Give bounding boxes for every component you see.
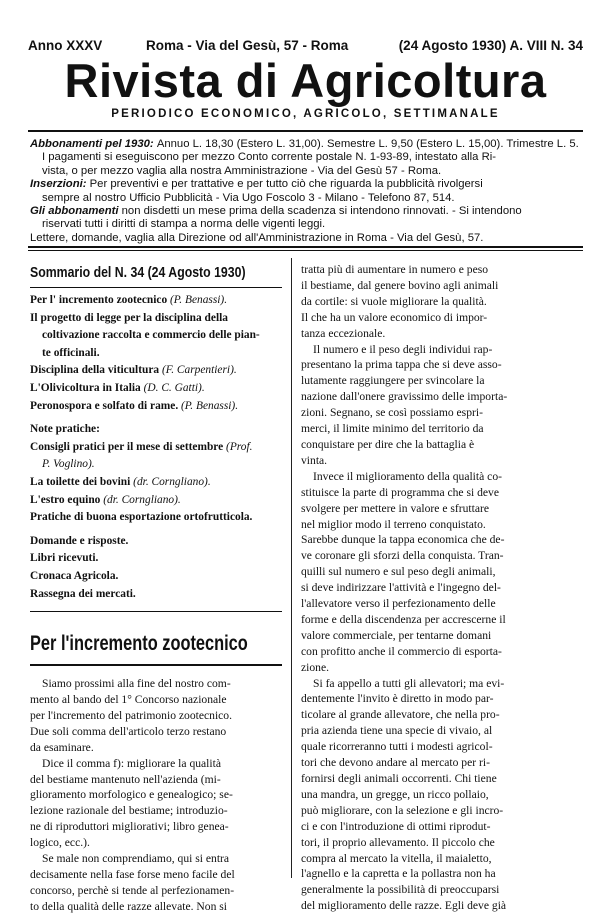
notice-line [30, 218, 582, 231]
text-line: fornirsi degli animali occorrenti. Chi tiene [301, 772, 497, 785]
text-line: valore commerciale, per tentarne domani [301, 628, 492, 642]
notice-text: riservati tutti i diritti di stampa a norma delle vigenti leggi. [42, 218, 326, 231]
notice-text: Annuo L. 18,30 (Estero L. 31,00). Semestre L. 9,50 (Estero L. 15,00). Trimestre L. 5. [156, 138, 579, 150]
text-line: ticolare al grande allevatore, che nella pro- [301, 708, 500, 722]
text-line: Due soli comma dell'articolo terzo restano [30, 724, 227, 738]
notice-text: sempre al nostro Ufficio Pubblicità - Via Ugo Foscolo 3 - Milano - Telefono 87, 514. [42, 191, 455, 204]
notice-text: Lettere, domande, vaglia alla Direzione od all'Amministrazione in Roma - Via del Gesù, 57. [30, 231, 484, 244]
summary-rubrics [30, 533, 282, 603]
notice-line [30, 151, 582, 164]
article-text-right [301, 262, 561, 914]
address: Roma - Via del Gesù, 57 - Roma [146, 38, 349, 53]
text-line: Il numero e il peso degli individui rap- [313, 342, 493, 356]
summary-item [30, 398, 282, 416]
text-line: quilli sul numero e sul peso degli animali, [301, 565, 496, 579]
text-line: ci e con l'introduzione di ottimi riprodut- [301, 819, 491, 833]
text-line: compra al mercato la vitella, il maialetto, [301, 851, 492, 865]
issue-label: Anno XXXV [28, 38, 103, 53]
text-line: Il che ha un valore economico di impor- [301, 310, 488, 324]
summary-item-author: (D. C. Gatti). [143, 381, 205, 394]
summary-item [30, 509, 282, 527]
summary-item-author: (P. Benassi). [170, 294, 228, 306]
text-line: zione. [301, 660, 330, 674]
column-divider [291, 258, 292, 878]
summary-item-author: P. Voglino). [42, 458, 95, 471]
summary-item [30, 345, 282, 363]
text-line: da cortile: si vuole migliorare la qualità. [301, 294, 487, 308]
text-line: nel miglior modo il terreno conquistato. [301, 517, 486, 531]
summary-notes [30, 439, 282, 527]
summary-items [30, 292, 282, 415]
notice-line [30, 138, 582, 151]
text-line: conquistare per dire che la battaglia è [301, 437, 475, 451]
text-line: nazione dall'onere gravissimo delle importa- [301, 390, 508, 404]
summary-item [30, 439, 282, 457]
text-line: può migliorare, con la selezione e gli incro- [301, 803, 504, 817]
text-line: merci, il limite minimo del territorio da [301, 422, 484, 436]
masthead-subtitle: PERIODICO ECONOMICO, AGRICOLO, SETTIMANALE [111, 108, 500, 120]
summary-rubric: Libri ricevuti. [30, 552, 99, 565]
text-line: zioni. Segnano, se così possiamo espri- [301, 406, 483, 420]
text-line: l'agnello e la capretta e la pollastra non ha [301, 867, 496, 881]
text-line: il bestiame, dal genere bovino agli animali [301, 278, 499, 292]
text-line: concorso, perchè si tende al perfezionamen- [30, 883, 235, 897]
notice-text: vista, o per mezzo vaglia alla nostra Amministrazione - Via del Gesù 57 - Roma. [42, 164, 442, 177]
summary-item [30, 310, 282, 328]
summary-item-title: te officinali. [42, 346, 100, 359]
summary-item [30, 292, 282, 310]
text-line: Invece il miglioramento della qualità co- [313, 469, 502, 483]
article-text-left [30, 676, 282, 915]
summary-item-title: Il progetto di legge per la disciplina della [30, 311, 228, 324]
text-line: con profitto anche il commercio di esporta- [301, 644, 502, 658]
text-line: presentano la prima tappa che si deve asso- [301, 358, 502, 372]
summary-item-title: Peronospora e solfato di rame. [30, 399, 182, 412]
summary-item-title: Disciplina della viticultura [30, 364, 162, 377]
text-line: stituisce la parte di programma che si deve [301, 485, 499, 499]
text-line: dentemente l'invito è diretto in modo par- [301, 692, 494, 706]
text-line: lutamente raggiungere per svincolare la [301, 374, 485, 388]
text-line: si deve indirizzare l'attività e l'ingegno del- [301, 581, 501, 595]
notice-line [30, 178, 582, 191]
subscription-notice [30, 138, 582, 245]
text-line: Dice il comma f): migliorare la qualità [42, 756, 221, 770]
summary-end-rule [30, 611, 282, 612]
summary-item [30, 380, 282, 398]
summary-item [30, 362, 282, 380]
text-line: glioramento morfologico e genealogico; se- [30, 788, 233, 802]
notice-rule-thin [28, 250, 583, 251]
text-line: generalmente la possibilità di preoccuparsi [301, 883, 500, 897]
summary-rule [30, 287, 282, 288]
text-line: ve coronare gli sforzi della conquista. Tran- [301, 549, 504, 563]
summary-rubric: Rassegna dei mercati. [30, 587, 136, 600]
notes-heading: Note pratiche: [30, 423, 100, 436]
text-line: logico, ecc.). [30, 836, 90, 850]
summary-item-title: coltivazione raccolta e commercio delle pian- [42, 329, 260, 342]
article-title: Per l'incremento zootecnico [30, 632, 248, 656]
notice-label: Gli abbonamenti [30, 205, 122, 218]
summary-rubric: Domande e risposte. [30, 534, 129, 547]
summary-item [30, 456, 282, 474]
top-rule [28, 130, 583, 132]
summary-item-title: Per l' incremento zootecnico [30, 294, 171, 306]
left-column [30, 262, 282, 915]
text-line: del bestiame mantenuto nell'azienda (mi- [30, 772, 221, 786]
text-line: quale ricorreranno tutti i modesti agricol- [301, 740, 493, 754]
text-line: del miglioramento delle razze. Egli deve già [301, 899, 507, 913]
text-line: to della qualità delle razze allevate. Non si [30, 899, 228, 913]
summary-item-title: La toilette dei bovini [30, 475, 134, 488]
notice-text: Per preventivi e per trattative e per tutto ciò che riguarda la pubblicità rivolgersi [89, 178, 483, 191]
issue-header [28, 38, 583, 54]
article-title-rule [30, 664, 282, 666]
text-line: tori, il proprio allevamento. Il piccolo che [301, 835, 495, 849]
masthead-title: Rivista di Agricoltura [64, 54, 547, 107]
notice-text: I pagamenti si eseguiscono per mezzo Conto corrente postale N. 1-93-89, intestato alla Ri- [42, 151, 496, 164]
text-line: pria azienda tiene una specie di vivaio, al [301, 724, 493, 738]
summary-item [30, 474, 282, 492]
text-line: mento al bando del 1° Concorso nazionale [30, 693, 227, 706]
summary-item [30, 492, 282, 510]
summary-item-author: (F. Carpentieri). [161, 364, 237, 377]
summary-item-author: (dr. Corngliano). [103, 493, 181, 506]
notice-rule [28, 246, 583, 248]
text-line: Se male non comprendiamo, qui si entra [42, 852, 230, 866]
notice-text: non disdetti un mese prima della scadenza si intendono rinnovati. - Si intendono [121, 205, 522, 218]
text-line: vinta. [301, 453, 328, 467]
text-line: tanza eccezionale. [301, 326, 386, 340]
text-line: da esaminare. [30, 740, 94, 754]
text-line: lezione razionale del bestiame; introduzio- [30, 804, 228, 818]
text-line: Siamo prossimi alla fine del nostro com- [42, 677, 231, 691]
text-line: per l'incremento del patrimonio zootecnico. [30, 708, 233, 722]
text-line: l'allevatore verso il perfezionamento delle [301, 597, 496, 611]
text-line: decisamente nella fase forse meno facile del [30, 867, 235, 881]
text-line: forme e della discendenza per accrescerne il [301, 612, 506, 626]
text-line: Si fa appello a tutti gli allevatori; ma evi- [313, 676, 505, 690]
text-line: svolgere per mettere in valore e sfruttare [301, 501, 489, 515]
notice-label: Abbonamenti pel 1930: [30, 138, 157, 150]
text-line: una mandra, un gregge, un ricco pollaio, [301, 787, 489, 801]
summary-heading: Sommario del N. 34 (24 Agosto 1930) [30, 264, 246, 281]
notice-label: Inserzioni: [30, 178, 90, 191]
date-number: (24 Agosto 1930) A. VIII N. 34 [398, 38, 583, 53]
notice-line [30, 205, 582, 218]
text-line: tratta più di aumentare in numero e peso [301, 263, 489, 276]
summary-item [30, 327, 282, 345]
summary-item-title: L'estro equino [30, 493, 104, 506]
summary-item-title: Consigli pratici per il mese di settembre [30, 440, 227, 453]
text-line: tori che devono andare al mercato per ri- [301, 756, 490, 770]
right-column [301, 262, 561, 914]
notice-line [30, 192, 582, 205]
summary-rubric: Cronaca Agricola. [30, 569, 119, 582]
text-line: Sarebbe dunque la tappa economica che de- [301, 533, 505, 547]
summary-item-title: Pratiche di buona esportazione ortofrutticola. [30, 511, 253, 524]
text-line: ne di riproduttori migliorativi; libro genea- [30, 820, 229, 834]
notice-line [30, 165, 582, 178]
summary-item-author: (P. Benassi). [181, 399, 239, 412]
summary-item-author: (Prof. [226, 440, 253, 453]
summary-item-title: L'Olivicoltura in Italia [30, 381, 144, 394]
notice-line [30, 232, 582, 245]
summary-item-author: (dr. Corngliano). [133, 475, 211, 488]
